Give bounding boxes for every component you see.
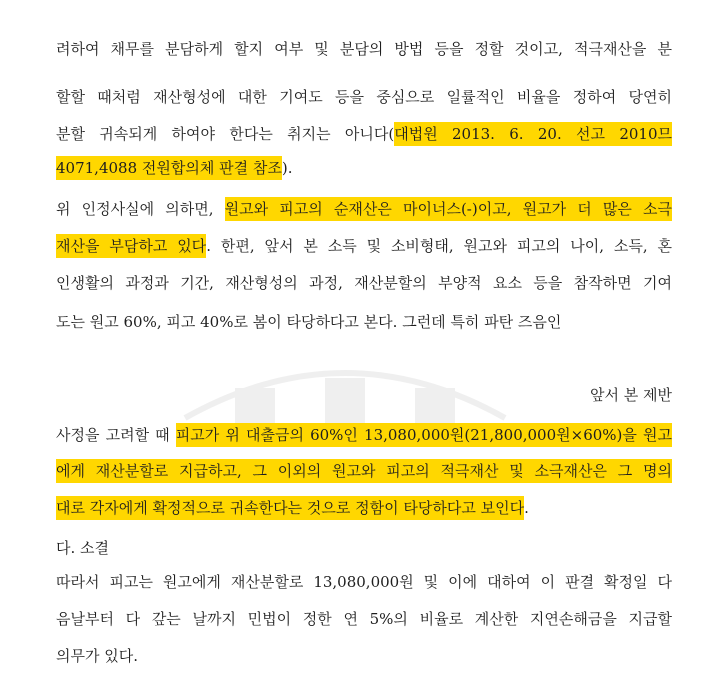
body-line: 의무가 있다. bbox=[56, 647, 138, 665]
body-line: 위 인정사실에 의하면, 원고와 피고의 순재산은 마이너스(-)이고, 원고가 더 많은 소극 bbox=[56, 194, 672, 224]
body-line: 따라서 피고는 원고에게 재산분할로 13,080,000원 및 이에 대하여 이 판결 확정일 다 bbox=[56, 573, 672, 591]
highlighted-text: 원고와 피고의 순재산은 마이너스(-)이고, 원고가 더 많은 소극 bbox=[225, 197, 672, 221]
body-line: 사정을 고려할 때 피고가 위 대출금의 60%인 13,080,000원(21,800,000원×60%)을 원고 bbox=[56, 420, 672, 450]
body-line: 앞서 본 제반 bbox=[590, 386, 672, 404]
body-line: 음날부터 다 갚는 날까지 민법이 정한 연 5%의 비율로 계산한 지연손해금을 지급할 bbox=[56, 610, 672, 628]
highlighted-text: 재산을 부담하고 있다 bbox=[56, 234, 206, 258]
body-line: 할할 때처럼 재산형성에 대한 기여도 등을 중심으로 일률적인 비율을 정하여 당연히 bbox=[56, 88, 672, 106]
highlighted-text: 대로 각자에게 확정적으로 귀속한다는 것으로 정함이 타당하다고 보인다 bbox=[56, 496, 524, 520]
body-line: 도는 원고 60%, 피고 40%로 봄이 타당하다고 본다. 그런데 특히 파탄 즈음인 bbox=[56, 313, 562, 331]
section-heading: 다. 소결 bbox=[56, 539, 110, 557]
body-line: 대로 각자에게 확정적으로 귀속한다는 것으로 정함이 타당하다고 보인다. bbox=[56, 493, 672, 523]
body-line: 인생활의 과정과 기간, 재산형성의 과정, 재산분할의 부양적 요소 등을 참작하면 기여 bbox=[56, 274, 672, 292]
highlighted-text: 피고가 위 대출금의 60%인 13,080,000원(21,800,000원×60%)을 원고 bbox=[176, 423, 672, 447]
highlighted-text: 4071,4088 전원합의체 판결 참조 bbox=[56, 156, 282, 180]
body-line: 4071,4088 전원합의체 판결 참조). bbox=[56, 153, 672, 183]
body-line: 려하여 채무를 분담하게 할지 여부 및 분담의 방법 등을 정할 것이고, 적극재산을 분 bbox=[56, 40, 672, 58]
body-line: 재산을 부담하고 있다. 한편, 앞서 본 소득 및 소비형태, 원고와 피고의 나이, 소득, 혼 bbox=[56, 231, 672, 261]
highlighted-text: 대법원 2013. 6. 20. 선고 2010므 bbox=[394, 122, 672, 146]
highlighted-text: 에게 재산분할로 지급하고, 그 이외의 원고와 피고의 적극재산 및 소극재산은 그 명의 bbox=[56, 459, 672, 483]
body-line bbox=[56, 456, 672, 486]
body-line: 분할 귀속되게 하여야 한다는 취지는 아니다(대법원 2013. 6. 20. 선고 2010므 bbox=[56, 119, 672, 149]
